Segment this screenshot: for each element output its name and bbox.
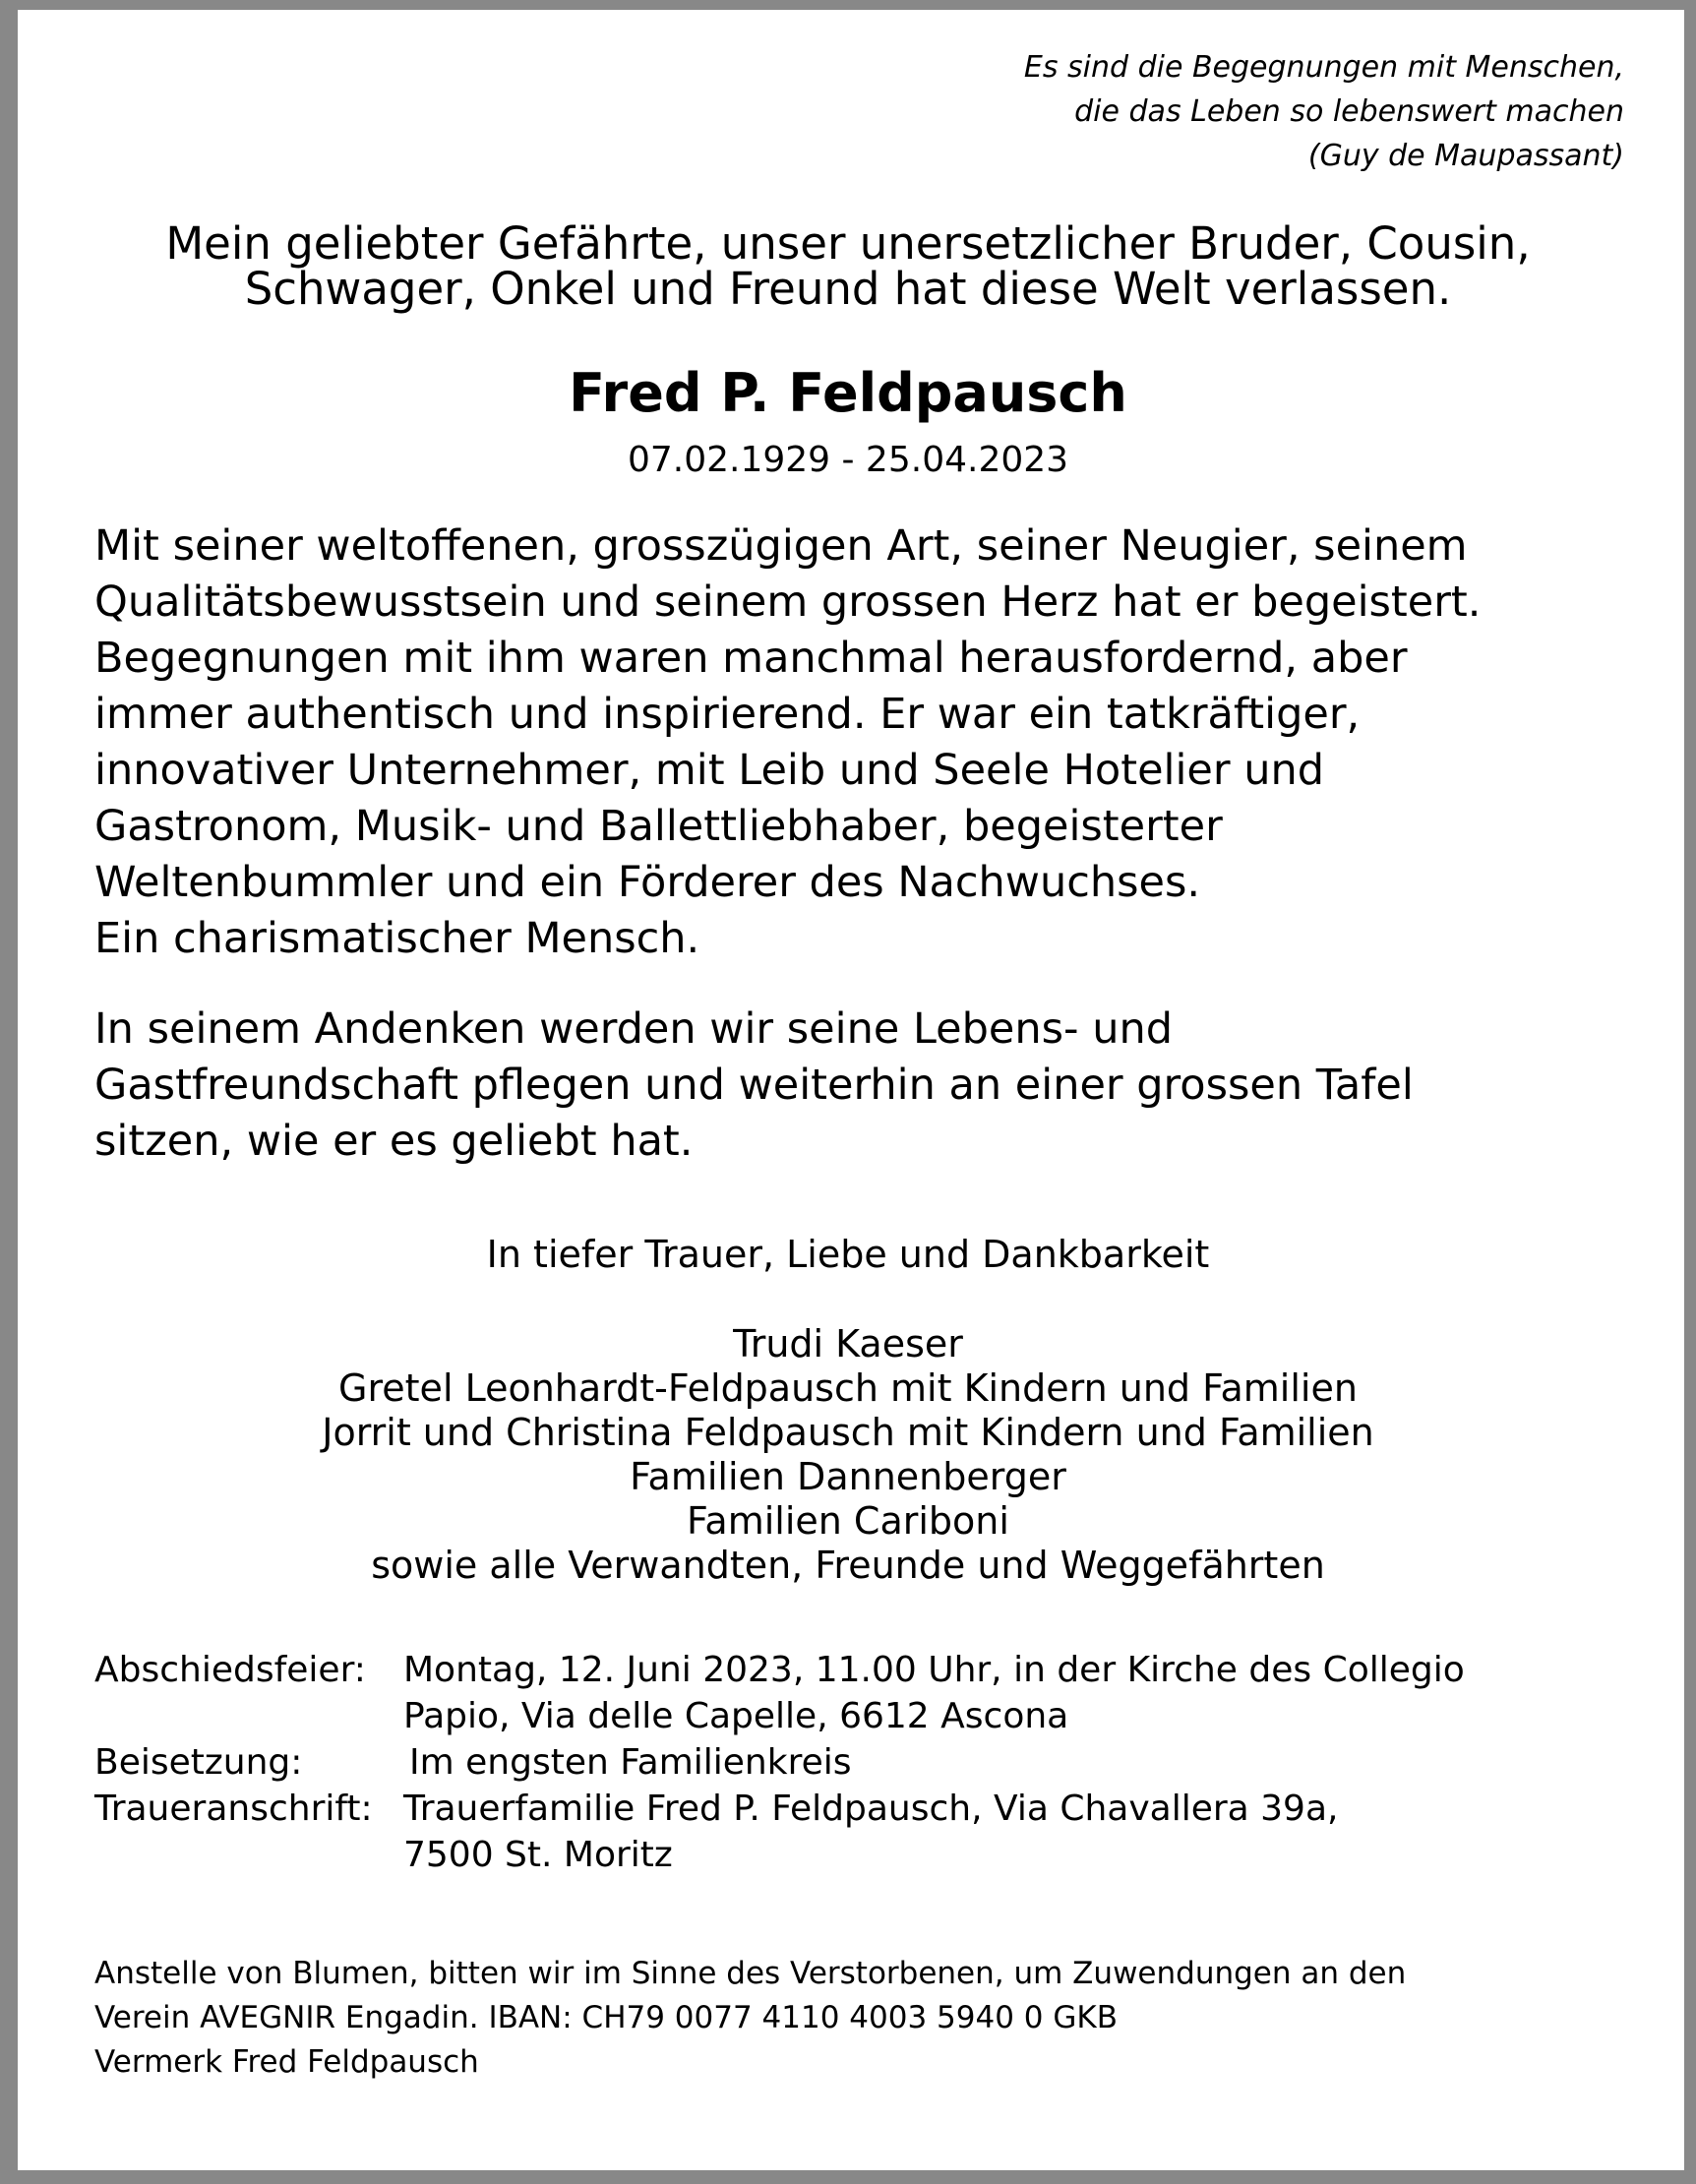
tribute-line: innovativer Unternehmer, mit Leib und Seele Hotelier und bbox=[94, 746, 1325, 795]
farewell-line-2: Papio, Via delle Capelle, 6612 Ascona bbox=[403, 1696, 1069, 1736]
paragraph-gap bbox=[94, 967, 1629, 1001]
tribute-line: Qualitätsbewusstsein und seinem grossen Herz hat er begeistert. bbox=[94, 577, 1482, 627]
address-label: Traueranschrift: bbox=[94, 1789, 373, 1829]
farewell-line-1: Montag, 12. Juni 2023, 11.00 Uhr, in der Kirche des Collegio bbox=[403, 1650, 1465, 1690]
tribute-line: Weltenbummler und ein Förderer des Nachwuchses. bbox=[94, 858, 1201, 907]
intro-line-1: Mein geliebter Gefährte, unser unersetzlicher Bruder, Cousin, bbox=[165, 217, 1531, 270]
farewell-row bbox=[94, 1647, 1629, 1739]
address-row bbox=[94, 1786, 1629, 1878]
mourner: Familien Cariboni bbox=[687, 1499, 1009, 1543]
remembrance-line: Gastfreundschaft pflegen und weiterhin an einer grossen Tafel bbox=[94, 1061, 1414, 1110]
tribute-line: Ein charismatischer Mensch. bbox=[94, 914, 700, 963]
life-dates: 07.02.1929 - 25.04.2023 bbox=[627, 440, 1069, 480]
donation-note bbox=[94, 1952, 1629, 2085]
remembrance-line: In seinem Andenken werden wir seine Lebens- und bbox=[94, 1004, 1173, 1054]
tribute-line: Gastronom, Musik- und Ballettliebhaber, begeisterter bbox=[94, 802, 1223, 851]
ceremony-details bbox=[94, 1647, 1629, 1878]
intro-line-2: Schwager, Onkel und Freund hat diese Welt verlassen. bbox=[244, 263, 1452, 315]
tribute-text bbox=[94, 518, 1629, 1170]
epigraph-quote bbox=[837, 45, 1624, 178]
tribute-line: Mit seiner weltoffenen, grosszügigen Art, seiner Neugier, seinem bbox=[94, 521, 1468, 571]
intro-announcement bbox=[0, 217, 1696, 315]
mourner: sowie alle Verwandten, Freunde und Weggefährten bbox=[371, 1544, 1325, 1587]
note-line-2: Verein AVEGNIR Engadin. IBAN: CH79 0077 4110 4003 5940 0 GKB bbox=[94, 2000, 1118, 2035]
address-line-2: 7500 St. Moritz bbox=[403, 1835, 673, 1875]
mourners-list bbox=[0, 1322, 1696, 1588]
farewell-label: Abschiedsfeier: bbox=[94, 1650, 366, 1690]
quote-author: (Guy de Maupassant) bbox=[1307, 139, 1624, 173]
tribute-line: immer authentisch und inspirierend. Er war ein tatkräftiger, bbox=[94, 690, 1361, 739]
burial-row bbox=[94, 1739, 1629, 1786]
remembrance-line: sitzen, wie er es geliebt hat. bbox=[94, 1117, 694, 1166]
quote-line-2: die das Leben so lebenswert machen bbox=[1074, 94, 1624, 129]
deceased-name: Fred P. Feldpausch bbox=[569, 362, 1127, 424]
closing-phrase: In tiefer Trauer, Liebe und Dankbarkeit bbox=[486, 1233, 1210, 1276]
mourner: Familien Dannenberger bbox=[630, 1455, 1066, 1498]
note-line-3: Vermerk Fred Feldpausch bbox=[94, 2044, 479, 2080]
mourner: Trudi Kaeser bbox=[733, 1322, 963, 1365]
tribute-line: Begegnungen mit ihm waren manchmal herausfordernd, aber bbox=[94, 634, 1408, 683]
quote-line-1: Es sind die Begegnungen mit Menschen, bbox=[1023, 50, 1624, 85]
address-line-1: Trauerfamilie Fred P. Feldpausch, Via Chavallera 39a, bbox=[403, 1789, 1339, 1829]
mourner: Gretel Leonhardt-Feldpausch mit Kindern und Familien bbox=[338, 1366, 1358, 1410]
note-line-1: Anstelle von Blumen, bitten wir im Sinne des Verstorbenen, um Zuwendungen an den bbox=[94, 1956, 1407, 1991]
burial-label: Beisetzung: bbox=[94, 1742, 303, 1783]
mourner: Jorrit und Christina Feldpausch mit Kindern und Familien bbox=[322, 1411, 1374, 1454]
farewell-value bbox=[403, 1647, 1465, 1739]
address-value bbox=[403, 1786, 1338, 1878]
burial-value bbox=[409, 1739, 852, 1786]
burial-line: Im engsten Familienkreis bbox=[409, 1742, 852, 1783]
